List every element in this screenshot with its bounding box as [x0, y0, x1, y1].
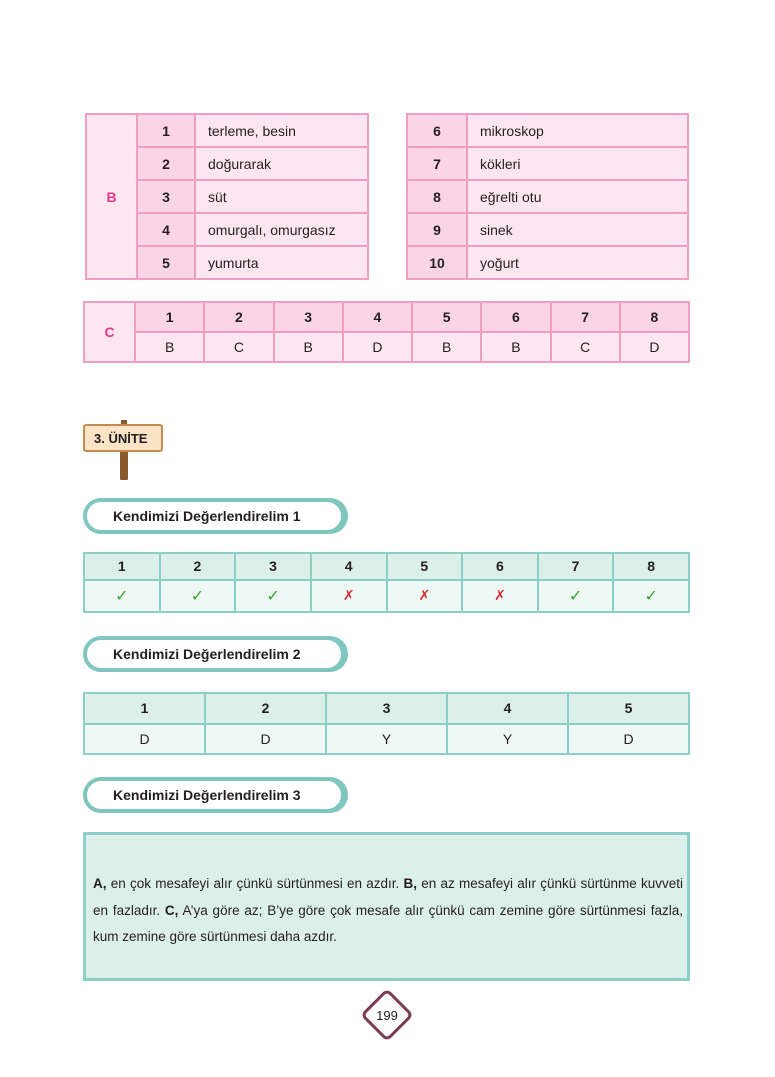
answer-cell: B [481, 332, 550, 362]
cross-icon: ✗ [418, 587, 431, 604]
table-row [407, 213, 688, 246]
check-icon: ✓ [644, 587, 658, 605]
section-b-label: B [86, 114, 137, 279]
table-row [86, 114, 368, 147]
question-number: 10 [407, 246, 467, 279]
table-row [84, 580, 689, 612]
answer-cell: D [620, 332, 689, 362]
question-number: 3 [137, 180, 195, 213]
answer-text: süt [195, 180, 368, 213]
column-header: 6 [462, 553, 538, 580]
question-number: 5 [137, 246, 195, 279]
answer-cell: C [551, 332, 620, 362]
column-header: 2 [160, 553, 236, 580]
cross-icon: ✗ [342, 587, 355, 604]
column-header: 1 [84, 693, 205, 724]
column-header: 3 [274, 302, 343, 332]
table-row [407, 147, 688, 180]
column-header: 1 [135, 302, 204, 332]
page-number: 199 [376, 1008, 398, 1023]
section-c-table [83, 301, 690, 363]
answer-text: sinek [467, 213, 688, 246]
answer-text: terleme, besin [195, 114, 368, 147]
question-number: 9 [407, 213, 467, 246]
column-header: 5 [568, 693, 689, 724]
column-header: 4 [447, 693, 568, 724]
column-header: 2 [205, 693, 326, 724]
answer-paragraph [93, 871, 683, 951]
table-header-row [84, 553, 689, 580]
column-header: 7 [538, 553, 614, 580]
question-number: 1 [137, 114, 195, 147]
answer-text: doğurarak [195, 147, 368, 180]
unit-signpost [83, 420, 167, 480]
unit-title: 3. ÜNİTE [83, 424, 163, 452]
answer-cell: D [568, 724, 689, 755]
eval2-table [83, 692, 690, 755]
eval3-answer-box [83, 832, 690, 981]
column-header: 8 [613, 553, 689, 580]
section-c-label: C [84, 302, 135, 362]
answer-text-a: en çok mesafeyi alır çünkü sürtünmesi en azdır. [106, 876, 404, 891]
cross-icon: ✗ [494, 587, 506, 604]
answer-cell: B [135, 332, 204, 362]
table-row [84, 724, 689, 755]
column-header: 5 [412, 302, 481, 332]
table-header-row [84, 302, 689, 332]
column-header: 8 [620, 302, 689, 332]
answer-cell: Y [326, 724, 447, 755]
answer-text: yoğurt [467, 246, 688, 279]
table-header-row [84, 693, 689, 724]
answer-text: kökleri [467, 147, 688, 180]
column-header: 1 [84, 553, 160, 580]
eval2-heading: Kendimizi Değerlendirelim 2 [83, 636, 345, 672]
check-icon: ✓ [568, 587, 583, 605]
table-row [407, 246, 688, 279]
column-header: 3 [235, 553, 311, 580]
column-header: 4 [343, 302, 412, 332]
answer-cell: B [412, 332, 481, 362]
answer-cell: D [84, 724, 205, 755]
column-header: 6 [481, 302, 550, 332]
label-b: B, [403, 876, 417, 891]
column-header: 3 [326, 693, 447, 724]
column-header: 7 [551, 302, 620, 332]
check-icon: ✓ [115, 587, 129, 605]
answer-text: yumurta [195, 246, 368, 279]
column-header: 2 [204, 302, 273, 332]
answer-cell: B [274, 332, 343, 362]
section-b-table-left [85, 113, 369, 280]
answer-cell: Y [447, 724, 568, 755]
table-row [84, 332, 689, 362]
check-icon: ✓ [266, 587, 280, 605]
answer-text: eğrelti otu [467, 180, 688, 213]
answer-text-c: A’ya göre az; B’ye göre çok mesafe alır çünkü cam zemine göre sürtünmesi fazla, kum zemine göre sürtünmesi daha azdır. [93, 902, 683, 944]
eval1-table [83, 552, 690, 613]
answer-cell: D [343, 332, 412, 362]
answer-text-b: en az mesafeyi alır çünkü sürtünme kuvveti en fazladır. [93, 876, 684, 918]
answer-cell: C [204, 332, 273, 362]
answer-cell: D [205, 724, 326, 755]
label-a: A, [93, 876, 107, 891]
column-header: 4 [311, 553, 387, 580]
answer-text: mikroskop [467, 114, 688, 147]
check-icon: ✓ [190, 587, 205, 605]
column-header: 5 [387, 553, 463, 580]
eval3-heading: Kendimizi Değerlendirelim 3 [83, 777, 345, 813]
table-row [407, 180, 688, 213]
question-number: 6 [407, 114, 467, 147]
label-c: C, [164, 902, 179, 918]
question-number: 4 [137, 213, 195, 246]
section-b-table-right [406, 113, 689, 280]
question-number: 8 [407, 180, 467, 213]
table-row [407, 114, 688, 147]
question-number: 2 [137, 147, 195, 180]
answer-text: omurgalı, omurgasız [195, 213, 368, 246]
question-number: 7 [407, 147, 467, 180]
eval1-heading: Kendimizi Değerlendirelim 1 [83, 498, 345, 534]
